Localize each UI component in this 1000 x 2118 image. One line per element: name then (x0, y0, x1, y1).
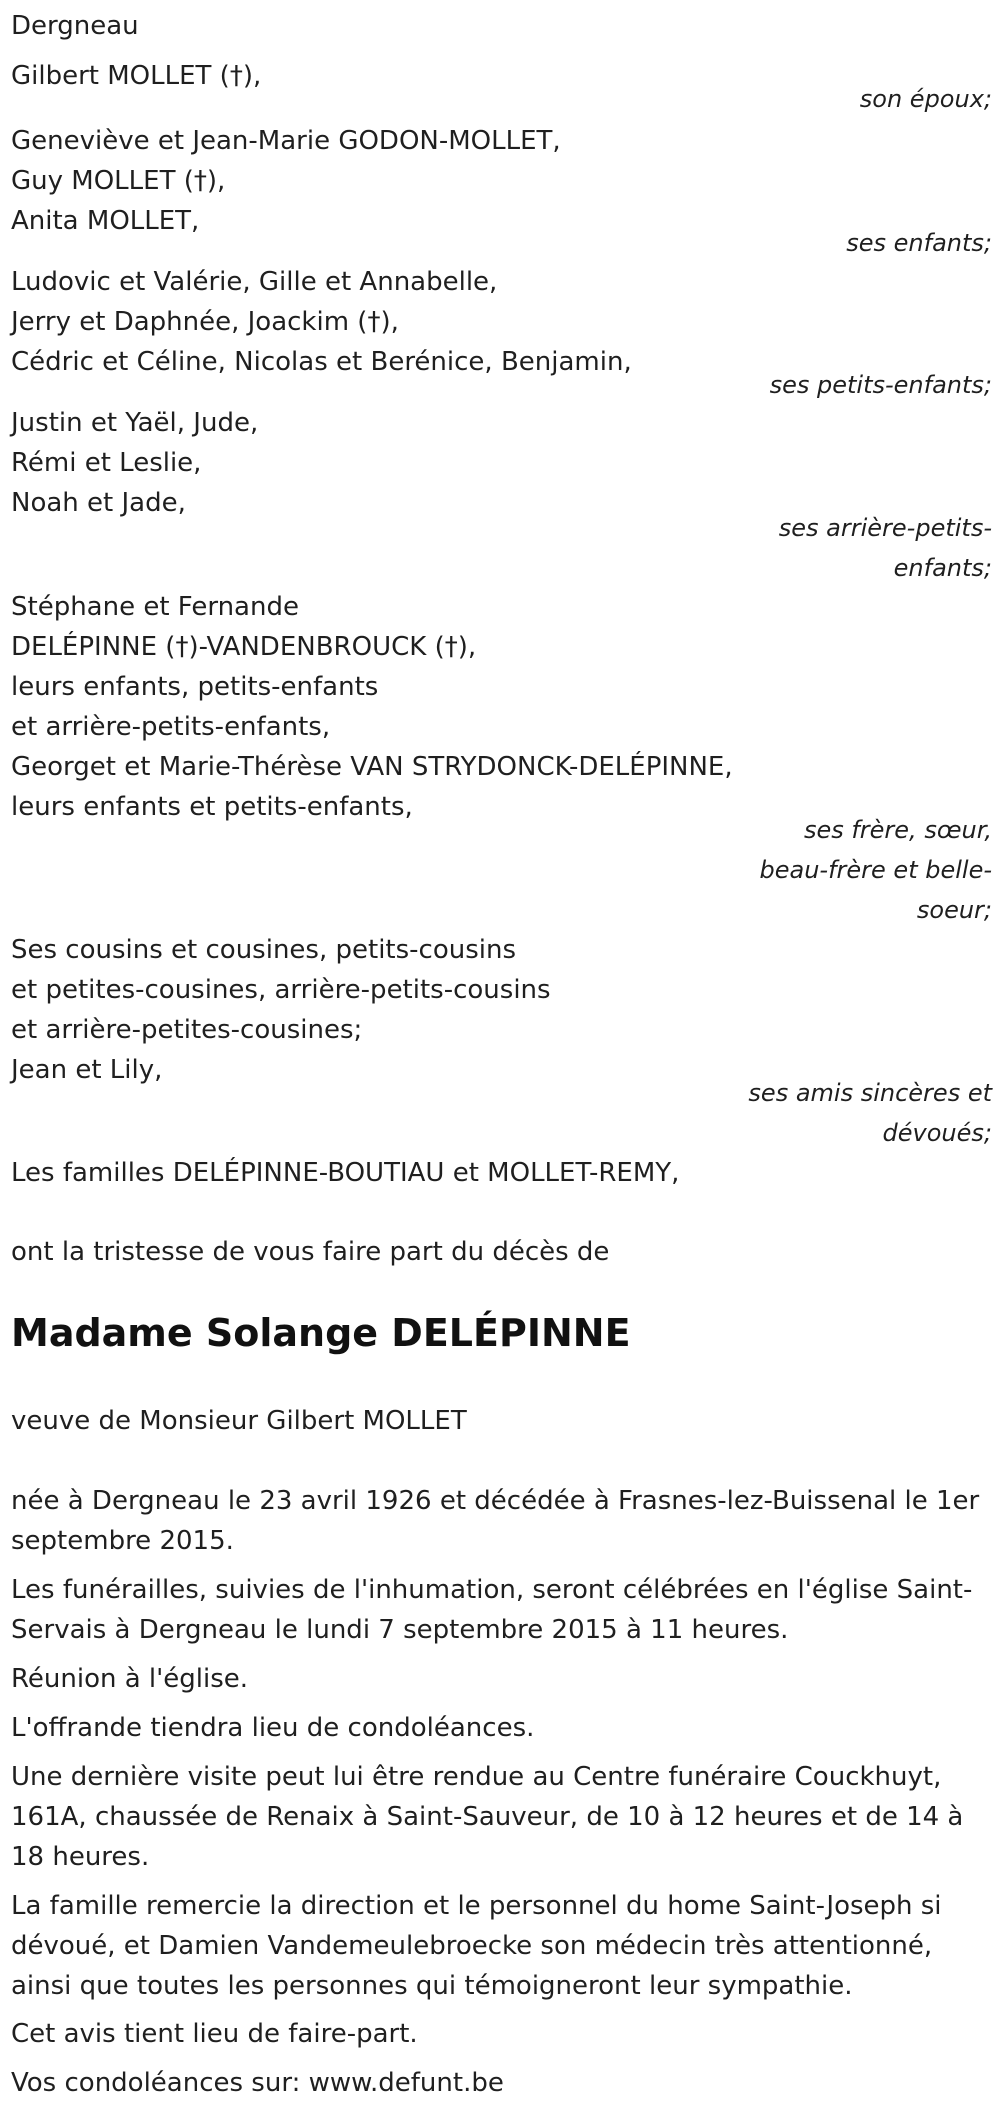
family-line: DELÉPINNE (†)-VANDENBROUCK (†), (11, 632, 477, 662)
relation-label: ses petits-enfants; (769, 371, 992, 399)
birth-death-paragraph: née à Dergneau le 23 avril 1926 et décédée à Frasnes-lez-Buissenal le 1er septembre 2015. (11, 1486, 980, 1556)
families-line: Les familles DELÉPINNE-BOUTIAU et MOLLET-REMY, (11, 1158, 680, 1188)
widow-of: veuve de Monsieur Gilbert MOLLET (11, 1406, 467, 1436)
family-line: Justin et Yaël, Jude, (11, 408, 259, 438)
family-line: Ludovic et Valérie, Gille et Annabelle, (11, 267, 498, 297)
place-header: Dergneau (11, 11, 139, 41)
relation-label: ses enfants; (846, 229, 992, 257)
family-line: Jerry et Daphnée, Joackim (†), (11, 307, 399, 337)
offering-paragraph: L'offrande tiendra lieu de condoléances. (11, 1713, 535, 1743)
family-line: Geneviève et Jean-Marie GODON-MOLLET, (11, 126, 561, 156)
family-line: Rémi et Leslie, (11, 448, 202, 478)
notice-paragraph: Cet avis tient lieu de faire-part. (11, 2019, 418, 2049)
family-line: Guy MOLLET (†), (11, 166, 226, 196)
relation-label: ses amis sincères et (748, 1079, 992, 1107)
family-line: Gilbert MOLLET (†), (11, 61, 262, 91)
family-line: Ses cousins et cousines, petits-cousins (11, 935, 517, 965)
relation-label: ses frère, sœur, (803, 816, 992, 844)
relation-label: ses arrière-petits- (778, 514, 992, 542)
relation-label: beau-frère et belle- (759, 856, 992, 884)
relation-label: son époux; (859, 85, 992, 113)
family-line: Noah et Jade, (11, 488, 186, 518)
relation-label: soeur; (916, 896, 992, 924)
visit-paragraph: Une dernière visite peut lui être rendue au Centre funéraire Couckhuyt, 161A, chaussée de Renaix à Saint-Sauveur, de 10 à 12 heures et de 14 à 18 heures. (11, 1762, 964, 1872)
family-line: et arrière-petits-enfants, (11, 712, 331, 742)
thanks-paragraph: La famille remercie la direction et le personnel du home Saint-Joseph si dévoué, et Damien Vandemeulebroecke son médecin très attentionné, ainsi que toutes les personnes qui témoigneront leur sympathie. (11, 1891, 942, 2001)
family-line: Jean et Lily, (11, 1055, 163, 1085)
family-line: Cédric et Céline, Nicolas et Berénice, Benjamin, (11, 347, 632, 377)
reunion-paragraph: Réunion à l'église. (11, 1664, 249, 1694)
family-line: Georget et Marie-Thérèse VAN STRYDONCK-DELÉPINNE, (11, 752, 733, 782)
relation-label: enfants; (893, 554, 992, 582)
condolences-paragraph: Vos condoléances sur: www.defunt.be (11, 2068, 504, 2098)
funeral-paragraph: Les funérailles, suivies de l'inhumation, seront célébrées en l'église Saint-Servais à Dergneau le lundi 7 septembre 2015 à 11 heures. (11, 1575, 973, 1645)
family-line: leurs enfants et petits-enfants, (11, 792, 413, 822)
family-line: et petites-cousines, arrière-petits-cousins (11, 975, 551, 1005)
announcement: ont la tristesse de vous faire part du décès de (11, 1237, 610, 1267)
family-line: Anita MOLLET, (11, 206, 200, 236)
family-line: et arrière-petites-cousines; (11, 1015, 363, 1045)
deceased-name: Madame Solange DELÉPINNE (11, 1311, 631, 1355)
relation-label: dévoués; (882, 1119, 992, 1147)
family-line: leurs enfants, petits-enfants (11, 672, 379, 702)
family-line: Stéphane et Fernande (11, 592, 299, 622)
